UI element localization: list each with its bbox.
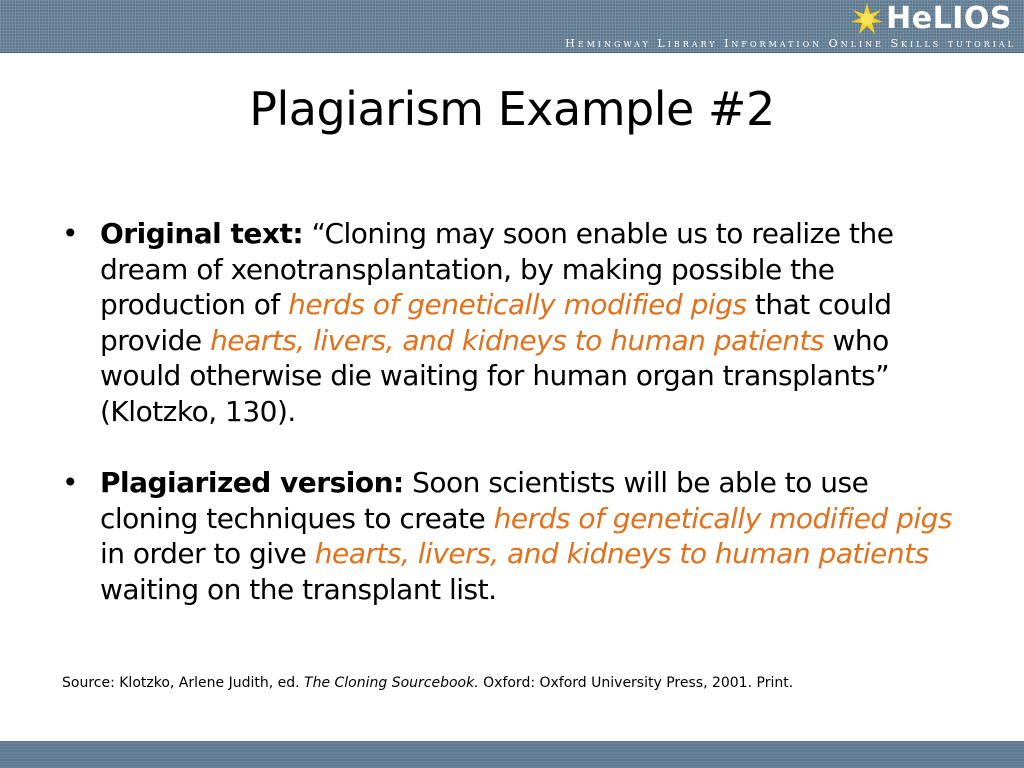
header-bar	[0, 0, 1024, 53]
bullet-list	[62, 216, 962, 607]
highlighted-phrase: herds of genetically modified pigs	[493, 501, 953, 535]
footer-bar	[0, 741, 1024, 768]
bullet-text-segment: in order to give	[100, 537, 315, 570]
bullet-text-segment: “Cloning may soon enable us to realize the dream of xenotransplantation, by making possible the production of	[100, 217, 894, 321]
bullet-text-segment: who would otherwise die waiting for human organ transplants” (Klotzko, 130).	[100, 323, 890, 428]
highlighted-phrase: hearts, livers, and kidneys to human patients	[210, 323, 825, 357]
highlighted-phrase: herds of genetically modified pigs	[288, 288, 747, 321]
bullet-marker: •	[62, 217, 79, 250]
source-citation	[62, 675, 793, 691]
bullet-item-plagiarized-version	[62, 465, 962, 607]
header-tagline: Hemingway Library Information Online Skills tutorial	[565, 37, 1016, 50]
bullet-text-segment: Soon scientists will be able to use cloning techniques to create	[100, 466, 869, 535]
bullet-lead: Plagiarized version:	[100, 466, 404, 499]
bullet-item-original-text	[62, 216, 962, 429]
source-suffix: Oxford: Oxford University Press, 2001. Print.	[478, 675, 794, 691]
sunburst-icon	[850, 2, 884, 36]
logo-text: HeLIOS	[886, 1, 1012, 36]
helios-logo	[850, 2, 1012, 36]
highlighted-phrase: hearts, livers, and kidneys to human patients	[314, 537, 929, 570]
bullet-text-segment: waiting on the transplant list.	[100, 572, 497, 606]
bullet-text-segment: that could provide	[100, 288, 892, 357]
slide-title: Plagiarism Example #2	[249, 82, 775, 136]
bullet-lead: Original text:	[100, 217, 304, 250]
bullet-marker: •	[62, 466, 79, 499]
source-prefix: Source: Klotzko, Arlene Judith, ed.	[62, 675, 305, 691]
source-book-title: The Cloning Sourcebook.	[304, 675, 479, 691]
